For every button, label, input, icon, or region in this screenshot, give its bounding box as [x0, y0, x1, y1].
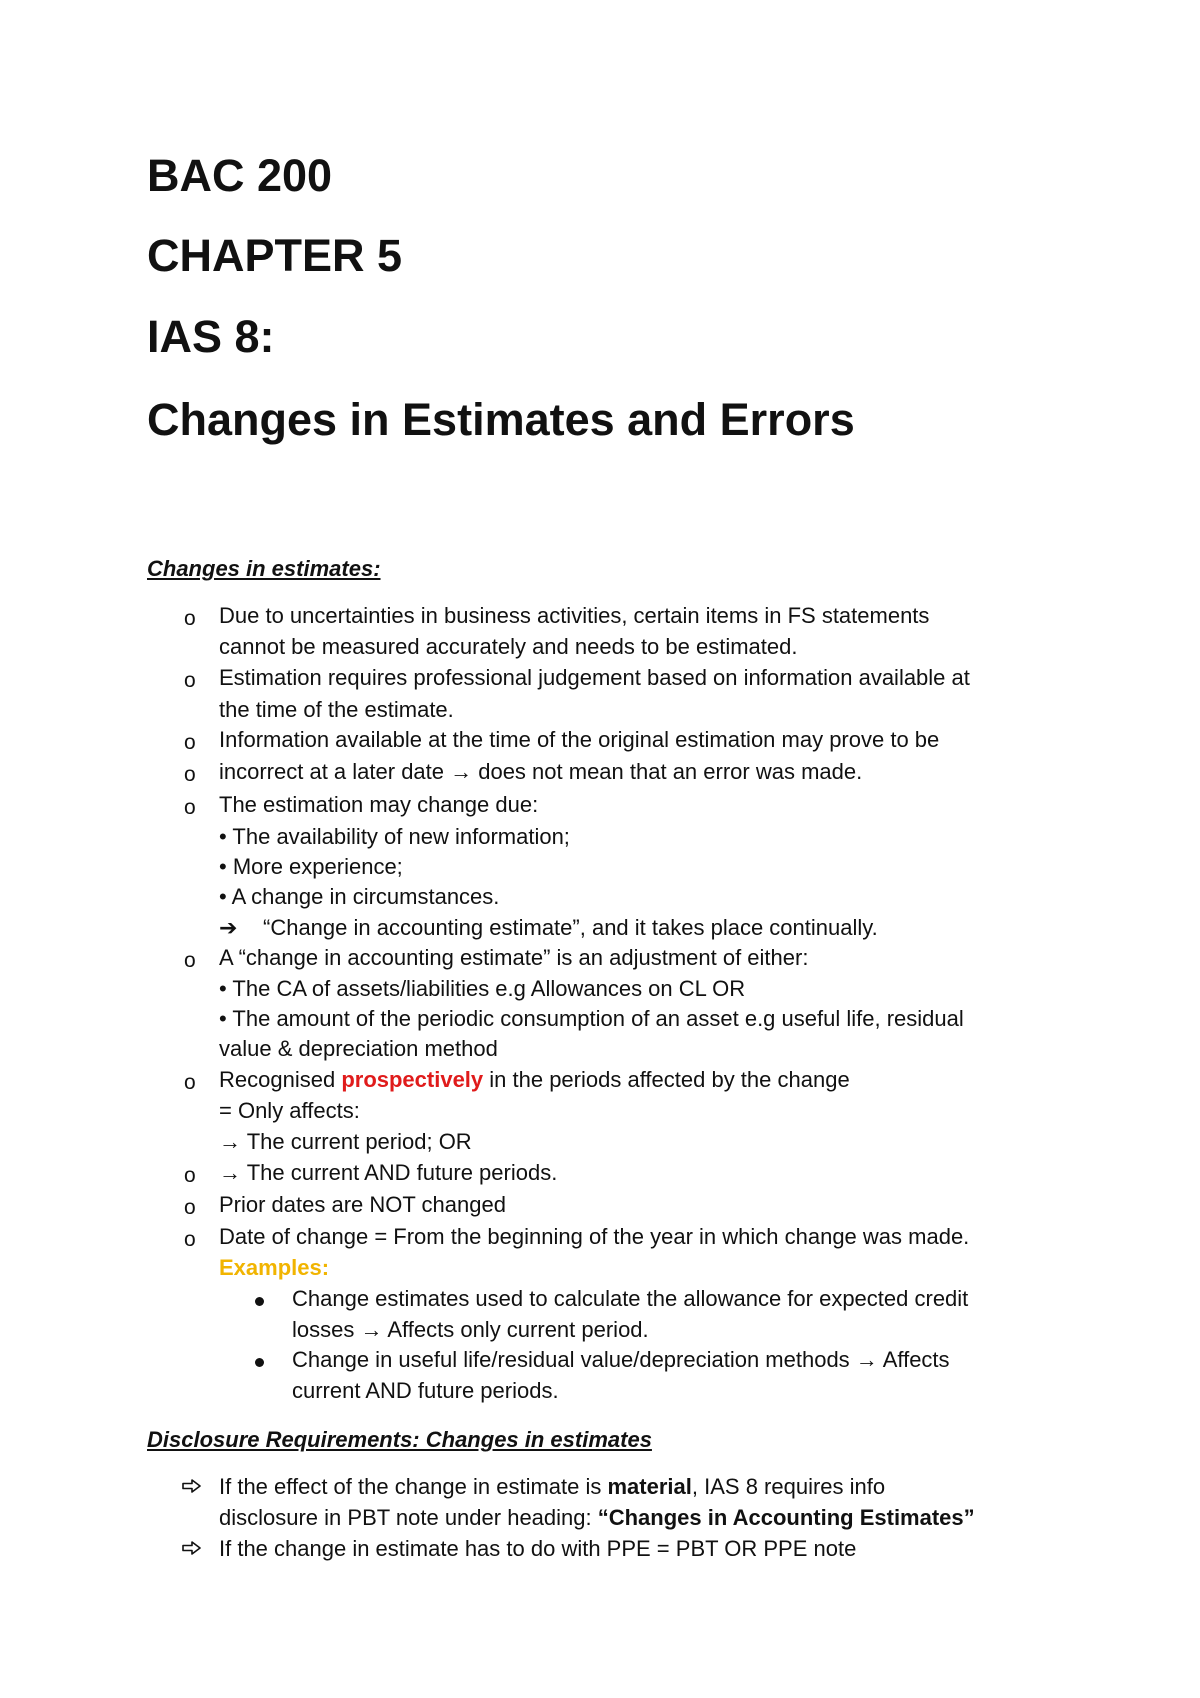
- list-item-text: Estimation requires professional judgement based on information available at: [219, 665, 970, 690]
- prospectively-highlight: prospectively: [341, 1067, 484, 1092]
- arrow-icon: ➔: [219, 915, 238, 940]
- sub-bullet-text: • The availability of new information;: [219, 824, 570, 849]
- list-marker: o: [184, 607, 196, 630]
- list-item-text: cannot be measured accurately and needs to be estimated.: [219, 634, 798, 659]
- sub-bullet-text: • The amount of the periodic consumption of an asset e.g useful life, residual: [219, 1006, 964, 1031]
- bullet-dot-icon: [255, 1358, 264, 1367]
- course-title: BAC 200: [147, 150, 333, 201]
- list-item-text: Information available at the time of the original estimation may prove to be: [219, 727, 940, 752]
- list-marker: o: [184, 1196, 196, 1219]
- list-item-text: A “change in accounting estimate” is an adjustment of either:: [219, 945, 809, 970]
- text-segment: Recognised: [219, 1067, 342, 1092]
- list-marker: o: [184, 949, 196, 972]
- text-segment: If the effect of the change in estimate is: [219, 1474, 608, 1499]
- list-item-text: Date of change = From the beginning of the year in which change was made.: [219, 1224, 970, 1249]
- sub-line-text: → The current period; OR: [219, 1129, 472, 1154]
- list-marker: o: [184, 796, 196, 819]
- list-marker: o: [184, 763, 196, 786]
- section-heading-disclosure: Disclosure Requirements: Changes in estimates: [147, 1427, 652, 1452]
- disclosure-text: If the change in estimate has to do with PPE = PBT OR PPE note: [219, 1536, 857, 1561]
- example-text: losses → Affects only current period.: [292, 1317, 649, 1342]
- sub-line-text: = Only affects:: [219, 1098, 360, 1123]
- list-item-text: The estimation may change due:: [219, 792, 539, 817]
- text-segment: in the periods affected by the change: [483, 1067, 850, 1092]
- sub-bullet-text: • More experience;: [219, 854, 403, 879]
- text-segment: disclosure in PBT note under heading:: [219, 1505, 598, 1530]
- list-item-text: Prior dates are NOT changed: [219, 1192, 506, 1217]
- chapter-title: CHAPTER 5: [147, 230, 403, 281]
- text-segment: , IAS 8 requires info: [691, 1474, 886, 1499]
- examples-label: Examples:: [219, 1255, 330, 1280]
- heading-quote-bold: “Changes in Accounting Estimates”: [597, 1505, 975, 1530]
- list-marker: o: [184, 1228, 196, 1251]
- standard-title: IAS 8:: [147, 311, 275, 362]
- sub-bullet-text: • A change in circumstances.: [219, 884, 500, 909]
- example-text: Change estimates used to calculate the allowance for expected credit: [292, 1286, 969, 1311]
- example-text: current AND future periods.: [292, 1378, 559, 1403]
- example-text: Change in useful life/residual value/depreciation methods → Affects: [292, 1347, 950, 1372]
- list-item-text: the time of the estimate.: [219, 697, 454, 722]
- disclosure-text: [219, 1473, 885, 1501]
- list-marker: o: [184, 669, 196, 692]
- disclosure-text: [219, 1504, 975, 1532]
- hollow-arrow-icon: [182, 1541, 202, 1555]
- list-marker: o: [184, 1071, 196, 1094]
- list-item-text: incorrect at a later date → does not mean that an error was made.: [219, 759, 863, 784]
- hollow-arrow-icon: [182, 1479, 202, 1493]
- arrow-point-text: “Change in accounting estimate”, and it takes place continually.: [263, 915, 878, 940]
- list-item-text: [219, 1066, 850, 1094]
- list-marker: o: [184, 731, 196, 754]
- list-item-text: → The current AND future periods.: [219, 1160, 558, 1185]
- topic-title: Changes in Estimates and Errors: [147, 394, 855, 445]
- section-heading-changes-in-estimates: Changes in estimates:: [147, 556, 381, 581]
- sub-bullet-text: value & depreciation method: [219, 1036, 498, 1061]
- list-item-text: Due to uncertainties in business activities, certain items in FS statements: [219, 603, 930, 628]
- bullet-dot-icon: [255, 1297, 264, 1306]
- list-marker: o: [184, 1164, 196, 1187]
- material-bold: material: [607, 1474, 692, 1499]
- sub-bullet-text: • The CA of assets/liabilities e.g Allowances on CL OR: [219, 976, 746, 1001]
